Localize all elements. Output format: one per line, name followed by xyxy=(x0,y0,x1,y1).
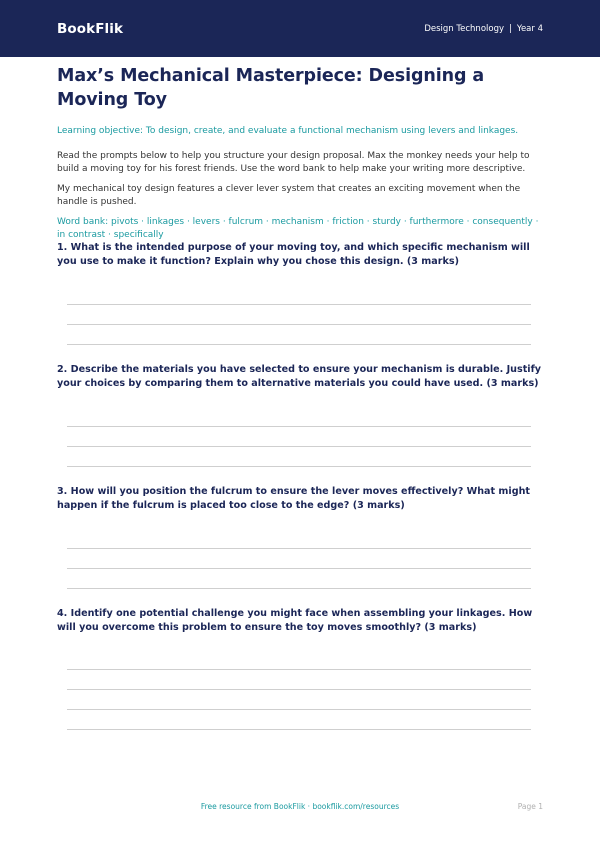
subject-separator: | xyxy=(509,23,512,34)
year-label: Year 4 xyxy=(516,23,543,34)
question-1: 1. What is the intended purpose of your moving toy, and which specific mechanism will you use to make it function? Explain why you chose this design. (3 marks) xyxy=(57,242,530,267)
subject-label xyxy=(424,24,543,34)
subject-name: Design Technology xyxy=(424,23,505,34)
answer-line-q4-1[interactable] xyxy=(67,669,531,670)
intro-section xyxy=(57,64,543,242)
page-number: Page 1 xyxy=(517,802,543,811)
answer-line-q1-1[interactable] xyxy=(67,304,531,305)
answer-line-q4-2[interactable] xyxy=(67,689,531,690)
answer-line-q2-2[interactable] xyxy=(67,446,531,447)
word-bank: Word bank: pivots · linkages · levers · fulcrum · mechanism · friction · sturdy · furthermore · consequently · in contrast · specifically xyxy=(57,217,539,240)
question-3: 3. How will you position the fulcrum to ensure the lever moves effectively? What might happen if the fulcrum is placed too close to the edge? (3 marks) xyxy=(57,486,530,511)
brand-logo: BookFlik xyxy=(57,20,124,37)
answer-line-q1-2[interactable] xyxy=(67,324,531,325)
answer-line-q4-3[interactable] xyxy=(67,709,531,710)
page-header xyxy=(0,0,600,57)
answer-line-q2-1[interactable] xyxy=(67,426,531,427)
footer-credit[interactable]: Free resource from BookFlik · bookflik.com/resources xyxy=(200,802,400,811)
answer-line-q2-3[interactable] xyxy=(67,466,531,467)
sentence-starter: My mechanical toy design features a clever lever system that creates an exciting movement when the handle is pushed. xyxy=(57,184,521,207)
answer-line-q3-2[interactable] xyxy=(67,568,531,569)
instructions-text: Read the prompts below to help you structure your design proposal. Max the monkey needs your help to build a moving toy for his forest friends. Use the word bank to help make your writing more descriptive. xyxy=(57,151,530,174)
answer-line-q3-3[interactable] xyxy=(67,588,531,589)
learning-objective: Learning objective: To design, create, and evaluate a functional mechanism using levers and linkages. xyxy=(57,126,519,136)
answer-line-q1-3[interactable] xyxy=(67,344,531,345)
page-title: Max’s Mechanical Masterpiece: Designing a Moving Toy xyxy=(57,66,485,110)
question-2: 2. Describe the materials you have selected to ensure your mechanism is durable. Justify your choices by comparing them to alternative materials you could have used. (3 marks) xyxy=(57,364,542,389)
answer-line-q3-1[interactable] xyxy=(67,548,531,549)
question-4: 4. Identify one potential challenge you might face when assembling your linkages. How will you overcome this problem to ensure the toy moves smoothly? (3 marks) xyxy=(57,608,533,633)
answer-line-q4-4[interactable] xyxy=(67,729,531,730)
